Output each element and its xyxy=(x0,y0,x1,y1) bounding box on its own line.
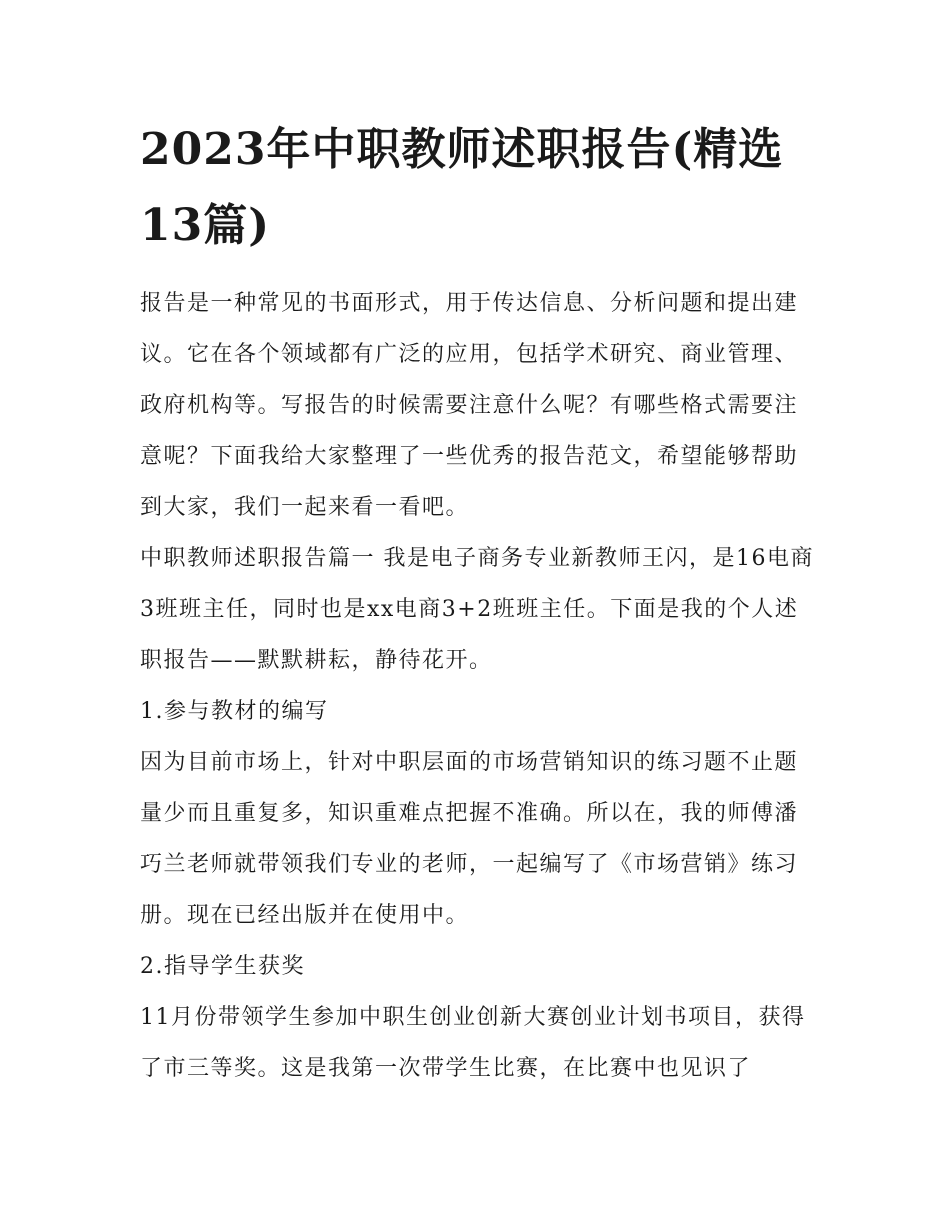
document-title-text: 2023年中职教师述职报告(精选13篇) xyxy=(140,124,784,251)
document-page xyxy=(140,112,820,1094)
student-awards-paragraph: 11月份带领学生参加中职生创业创新大赛创业计划书项目，获得了市三等奖。这是我第一次带学生比赛，在比赛中也见识了 xyxy=(140,1005,806,1081)
subheading-textbook-writing: 1.参与教材的编写 xyxy=(140,699,329,724)
document-title xyxy=(140,112,820,264)
section-one-paragraph: 中职教师述职报告篇一 我是电子商务专业新教师王闪，是16电商3班班主任，同时也是xx电商3+2班班主任。下面是我的个人述职报告——默默耕耘，静待花开。 xyxy=(140,546,814,673)
document-body xyxy=(140,278,820,1094)
textbook-writing-paragraph: 因为目前市场上，针对中职层面的市场营销知识的练习题不止题量少而且重复多，知识重难点把握不准确。所以在，我的师傅潘巧兰老师就带领我们专业的老师，一起编写了《市场营销》练习册。现在已经出版并在使用中。 xyxy=(140,750,799,928)
subheading-student-awards: 2.指导学生获奖 xyxy=(140,954,305,979)
intro-paragraph: 报告是一种常见的书面形式，用于传达信息、分析问题和提出建议。它在各个领域都有广泛的应用，包括学术研究、商业管理、政府机构等。写报告的时候需要注意什么呢？有哪些格式需要注意呢？下面我给大家整理了一些优秀的报告范文，希望能够帮助到大家，我们一起来看一看吧。 xyxy=(140,291,799,520)
